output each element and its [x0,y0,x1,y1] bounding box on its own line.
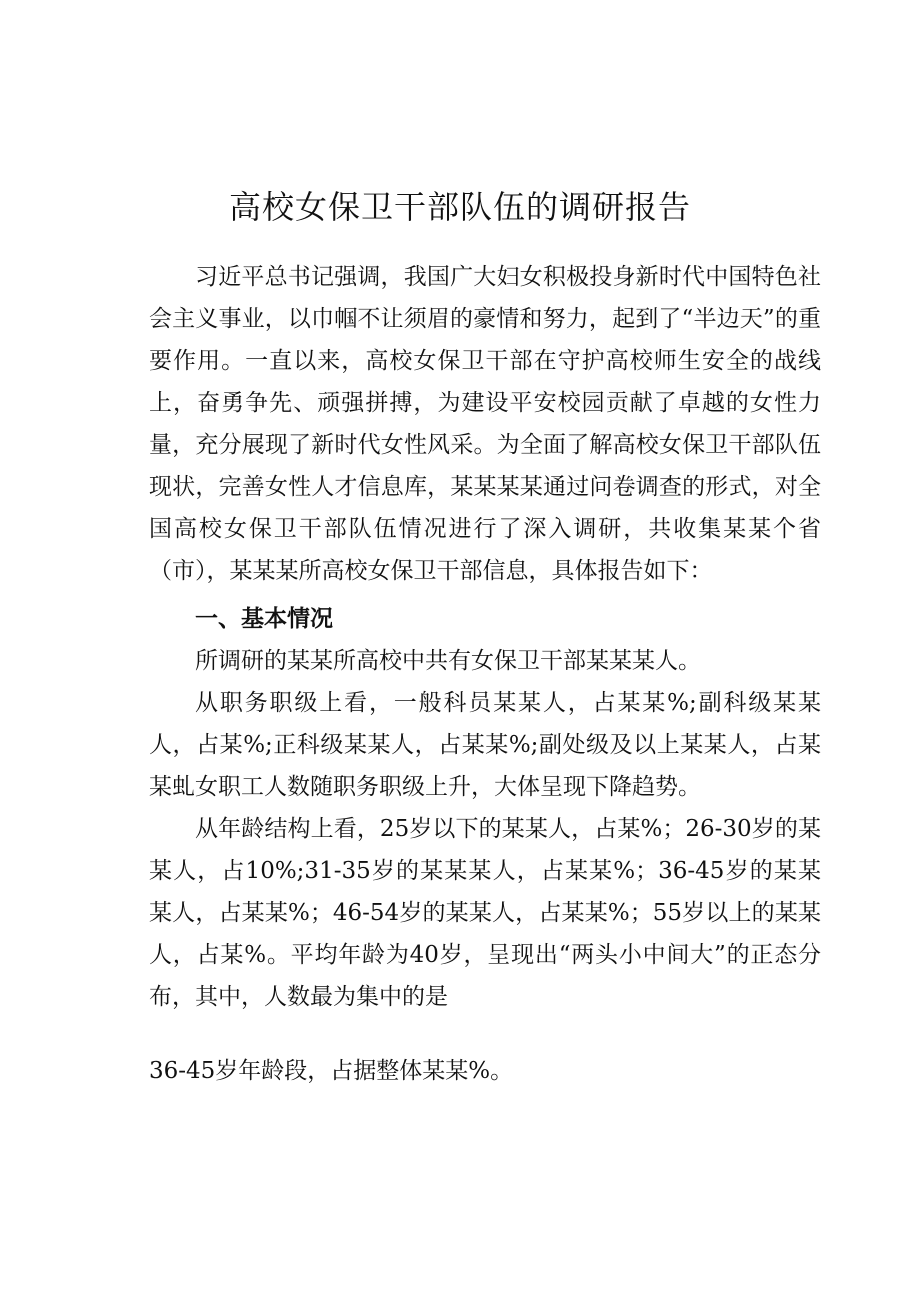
total-count-paragraph: 所调研的某某所高校中共有女保卫干部某某某人。 [195,648,701,674]
age-structure-paragraph: 从年龄结构上看，25岁以下的某某人，占某%；26-30岁的某某人，占10%;31-35岁的某某某人，占某某%；36-45岁的某某某人，占某某%；46-54岁的某某人，占某某%；55岁以上的某某人，占某%。平均年龄为40岁，呈现出“两头小中间大”的正态分布，其中，人数最为集中的是 [149,816,821,1010]
document-title: 高校女保卫干部队伍的调研报告 [228,188,691,227]
intro-paragraph: 习近平总书记强调，我国广大妇女积极投身新时代中国特色社会主义事业，以巾帼不让须眉的豪情和努力，起到了“半边天”的重要作用。一直以来，高校女保卫干部在守护高校师生安全的战线上，奋勇争先、顽强拼搏，为建设平安校园贡献了卓越的女性力量，充分展现了新时代女性风采。为全面了解高校女保卫干部队伍现状，完善女性人才信息库，某某某某通过问卷调查的形式，对全国高校女保卫干部队伍情况进行了深入调研，共收集某某个省（市），某某某所高校女保卫干部信息，具体报告如下： [149,264,821,584]
rank-paragraph: 从职务职级上看，一般科员某某人，占某某%;副科级某某人，占某%;正科级某某人，占某某%;副处级及以上某某人，占某某虬女职工人数随职务职级上升，大体呈现下降趋势。 [149,690,821,800]
section-heading-basic-situation: 一、基本情况 [195,606,333,632]
age-structure-continuation: 36-45岁年龄段，占据整体某某%。 [149,1058,514,1084]
